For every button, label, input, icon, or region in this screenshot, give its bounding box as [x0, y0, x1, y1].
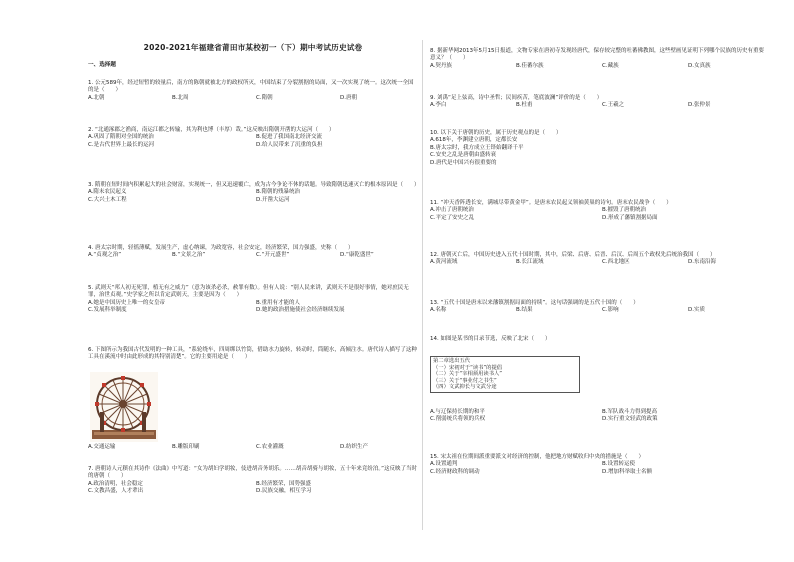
question-15: [430, 454, 768, 476]
question-stem: 2. “北通涿郡之渔商，南运江都之转输，其为利也博（丰厚）哉。”这反映出隋朝开凿的大运河（ ）: [88, 127, 335, 133]
option-a: A.隋末农民起义: [88, 189, 127, 196]
option-d: D.纺织生产: [340, 444, 368, 450]
options: [430, 259, 768, 266]
option-c: C.经济财政科的调动: [430, 468, 480, 475]
option-d: D.唐朝: [340, 94, 357, 101]
option-a: A.618年，李渊建立唐朝，定都长安: [430, 137, 518, 144]
option-a: A.名称: [430, 307, 447, 314]
option-b: B.杜甫: [516, 102, 533, 109]
catalog-excerpt-box: [430, 356, 580, 393]
option-d: D.女真族: [688, 62, 711, 69]
option-b: B.摧毁了唐朝统治: [602, 207, 647, 214]
option-c: C.王羲之: [602, 102, 625, 109]
question-11: [430, 200, 768, 222]
options: [88, 252, 418, 259]
question-stem: 4. 唐太宗时期，轻徭薄赋，发展生产，虚心纳谏，为政宽容，社会安定，经济繁荣，国力强盛，史称（ ）: [88, 245, 354, 251]
question-stem: 10. 以下关于唐朝的历史，属于历史观点的是（ ）: [430, 130, 562, 136]
options: [430, 461, 768, 476]
question-stem: 1. 公元589年，经过短暂的较量后，南方的陈朝就被北方的政权所灭，中国结束了分裂割据的局面，又一次实现了统一。这次统一全国的是（ ）: [88, 80, 414, 94]
option-b: B.军队战斗力得到提高: [602, 409, 658, 415]
option-d: D.给人民带来了沉重的负担: [256, 141, 323, 148]
option-a: A.李白: [430, 102, 447, 109]
option-b: B.“文景之治”: [172, 252, 206, 259]
options: [88, 481, 418, 496]
option-c: C.“开元盛世”: [256, 252, 290, 259]
options: [88, 95, 418, 102]
option-d: D.“康乾盛世”: [340, 252, 374, 259]
options: [430, 409, 768, 424]
option-b: B.佳蕃尔族: [516, 62, 544, 69]
option-c: C.大兴土木工程: [88, 196, 127, 203]
option-c: C.平定了安史之乱: [430, 214, 475, 221]
exam-title: 2020-2021年福建省莆田市某校初一（下）期中考试历史试卷: [143, 43, 363, 52]
option-b: B.重用有才能的人: [256, 299, 301, 306]
question-7: [88, 466, 418, 496]
option-c: C.安史之乱是唐朝由盛转衰: [430, 152, 497, 159]
question-10: [430, 130, 768, 167]
question-3: [88, 182, 418, 204]
question-stem: 11. “冲天香阵透长安，满城尽带黄金甲”。是唐末农民起义领袖黄巢的诗句。唐末农民战争（ ）: [430, 200, 672, 206]
option-c: C.影响: [602, 307, 619, 314]
question-8: [430, 48, 768, 70]
option-d: D.增加科举取士名额: [602, 468, 652, 475]
option-d: D.她的政治措施使社会经济继续发展: [256, 307, 345, 314]
option-a: A.政治清明，社会稳定: [88, 480, 143, 487]
option-c: C.文教昌盛，人才辈出: [88, 488, 144, 495]
question-2: [88, 127, 418, 149]
option-b: B.长江流域: [516, 259, 544, 266]
options: [430, 307, 768, 314]
question-9: [430, 95, 768, 110]
option-d: D.东南沿海: [688, 259, 716, 266]
option-c: C.农业灌溉: [256, 444, 284, 450]
question-stem: 5. 武则天“邦人初无死罪，植无有之威力”（意为该杀必杀，赦罪有数）。但有人说：“别人民来讲，武则天不是很好事情，她对庶民无罪，治世贞观。”史学家之所以肯定武则天，主要是因为（ ）: [88, 285, 409, 299]
options: [430, 207, 768, 222]
catalog-item: （二）关于“宰相须用读书人”: [433, 371, 503, 378]
option-a: A.她是中国历史上唯一的女皇帝: [88, 299, 165, 306]
option-c: C.西北地区: [602, 259, 630, 266]
option-d: D.民族交融，相互学习: [256, 488, 312, 495]
section-heading: 一、选择题: [88, 62, 116, 68]
catalog-item: （四）文武抑长与文武分途: [433, 384, 497, 391]
option-c: C.隋朝: [256, 94, 273, 101]
water-wheel-image: [90, 372, 158, 442]
question-stem: 12. 唐朝灭亡后，中国历史进入五代十国时期，其中，后梁、后唐、后晋、后汉、后周五个政权先后统治我国（ ）: [430, 252, 716, 258]
option-a: A.与辽保持长期的和平: [430, 409, 485, 415]
options: [88, 134, 418, 149]
left-column: [88, 0, 418, 562]
question-stem: 9. 刘禹“足上弦高，诗中圣哲；民间疾苦，笔底波澜”评价的是（ ）: [430, 95, 603, 101]
option-b: B.唐太宗时，我方成立王铎始翻译千平: [430, 144, 524, 151]
catalog-title: 第二章选出五代: [433, 358, 471, 364]
option-a: A.黄河流域: [430, 259, 458, 266]
right-column: [430, 0, 768, 562]
option-d: D.形成了藩镇割据局面: [602, 214, 658, 221]
question-stem: 7. 唐朝诗人元稹在其诗作《法曲》中写道：“女为胡妇学胡妆，伎进胡音务胡乐。……胡音胡骑与胡妆，五十年来竞纷泊。”这反映了当时的唐朝（ ）: [88, 466, 417, 480]
column-divider: [422, 40, 423, 530]
option-c: C.削弱统兵将领的兵权: [430, 416, 486, 423]
option-a: A.冲击了唐朝统治: [430, 207, 474, 214]
catalog-item: （一）宋初对于“读书”的提倡: [433, 364, 503, 371]
question-1: [88, 80, 418, 102]
question-4: [88, 245, 418, 260]
option-b: B.隋朝的残暴统治: [256, 189, 301, 196]
option-d: D.开凿大运河: [256, 196, 290, 203]
options: [88, 300, 418, 315]
question-13: [430, 300, 768, 315]
question-stem: 8. 据新华网2013年5月15日报道，文物专家在唐初寺发现经唐代，保存较完整的吐蕃佛教图，这些壁画见证明下列哪个民族的历史有重要意义？（ ）: [430, 48, 764, 62]
question-12: [430, 252, 768, 267]
question-14-options: [430, 409, 768, 424]
option-a: A.巩固了隋朝对全国的统治: [88, 134, 154, 141]
question-stem: 14. 如图是某书的目录节选，反映了北宋（ ）: [430, 336, 551, 342]
options: [430, 63, 768, 70]
option-a: A.北朝: [88, 94, 105, 101]
option-c: C.是古代世界上最长的运河: [88, 141, 155, 148]
option-b: B.经济繁荣，国势强盛: [256, 480, 312, 487]
option-a: A.交通运输: [88, 444, 116, 450]
option-b: B.设置转运使: [602, 461, 636, 468]
question-6-options: [88, 444, 418, 451]
options: [430, 102, 768, 109]
question-stem: 6. 下图所示为我国古代发明的一种工具，“系轮绕车，四周绑以竹筒，借助水力旋转，转动时，筒随水，高倾注水。唐代诗人描写了这种工具在溪流中时由此形成的其特别清楚”。它的主要用途是（ ）: [88, 347, 417, 361]
catalog-item: （三）关于“事业付之书生”: [433, 377, 497, 384]
question-stem: 13. “五代十国是唐末以来藩镇割据局面的持续”。这句话强调的是五代十国的（ ）: [430, 300, 639, 306]
option-b: B.雕版印刷: [172, 444, 200, 450]
option-d: D.张仲景: [688, 102, 711, 109]
question-14: [430, 336, 768, 343]
option-c: C.发展科举制度: [88, 307, 127, 314]
question-stem: 15. 宋太祖在位期间派重要派文对经济的控制，他把地方财赋收归中央的措施是（ ）: [430, 454, 644, 460]
option-c: C.藏族: [602, 62, 619, 69]
question-6: [88, 347, 418, 362]
question-5: [88, 285, 418, 315]
option-d: D.实质: [688, 307, 705, 314]
options: [88, 444, 418, 451]
option-b: B.促进了我国南北经济交流: [256, 134, 323, 141]
option-a: A.设置通判: [430, 461, 458, 468]
option-d: D.唐代是中国兴有很重要的: [430, 159, 497, 166]
option-b: B.北周: [172, 94, 189, 101]
options: [88, 189, 418, 204]
question-stem: 3. 隋朝在短时间内积累起大的社会财富，实现统一，但又迅速覆亡，成为古今争论不休的话题。导致隋朝迅速灭亡的根本原因是（ ）: [88, 182, 420, 188]
option-b: B.结果: [516, 307, 533, 314]
option-a: A.“贞观之治”: [88, 252, 122, 259]
option-d: D.实行重文轻武的政策: [602, 416, 658, 423]
option-a: A.契丹族: [430, 62, 452, 69]
